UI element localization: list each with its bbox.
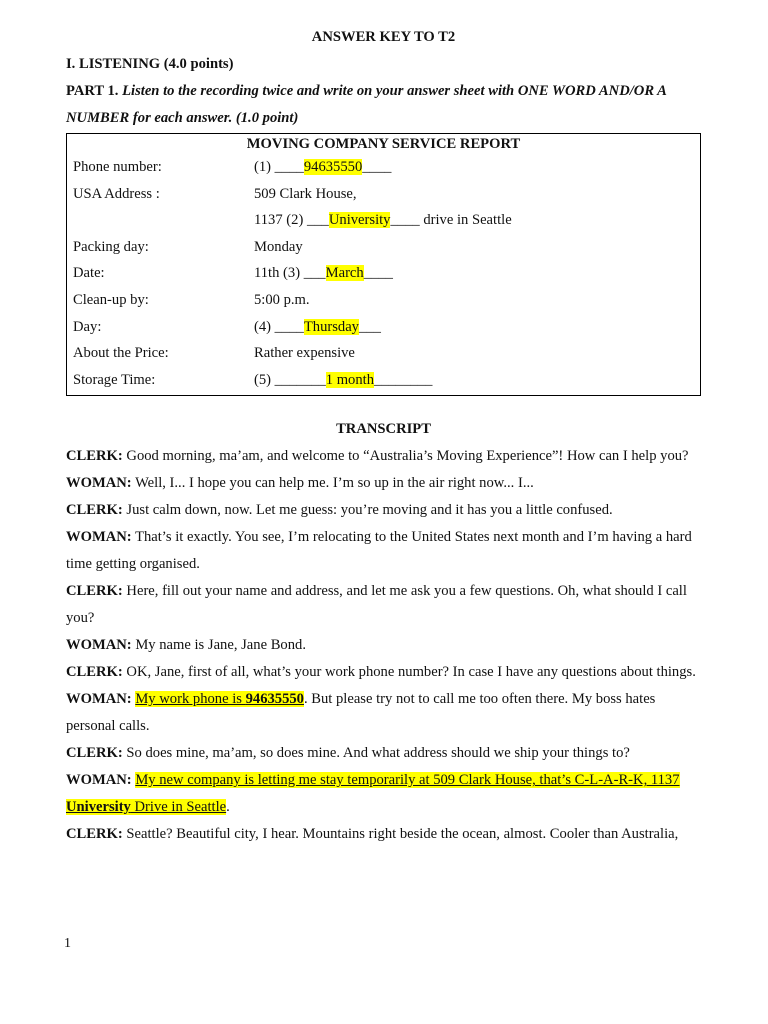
transcript-body xyxy=(66,443,701,848)
highlighted-answer-text: Drive in Seattle xyxy=(130,799,227,816)
highlighted-answer-text: My work phone is xyxy=(135,691,246,708)
report-row-value xyxy=(254,314,694,341)
document-title: ANSWER KEY TO T2 xyxy=(311,29,456,45)
report-value-prefix: (4) ____ xyxy=(254,318,304,335)
instruction-text-b: ONE WORD AND/OR A NUMBER xyxy=(66,83,667,126)
answer-highlight: Thursday xyxy=(303,318,359,335)
report-row-label: Phone number: xyxy=(73,159,162,175)
report-value-prefix: Rather expensive xyxy=(254,345,355,362)
report-value-prefix: 509 Clark House, xyxy=(254,185,357,202)
transcript-line xyxy=(66,659,701,686)
speaker-label: CLERK: xyxy=(66,502,123,519)
report-row-value xyxy=(254,287,694,314)
speaker-label: WOMAN: xyxy=(66,691,132,708)
report-row-label: USA Address : xyxy=(73,185,160,202)
report-row-label xyxy=(73,207,254,234)
report-row-label: Clean-up by: xyxy=(73,291,149,308)
report-row-value xyxy=(254,234,694,261)
report-value-suffix: ____ xyxy=(363,265,393,282)
report-value-prefix: (1) ____ xyxy=(254,159,304,175)
page-number: 1 xyxy=(64,936,71,951)
report-row-value xyxy=(254,340,694,367)
transcript-heading: TRANSCRIPT xyxy=(336,421,431,438)
speaker-label: CLERK: xyxy=(66,826,123,843)
speaker-label: CLERK: xyxy=(66,664,123,681)
report-value-prefix: 11th (3) ___ xyxy=(254,265,326,282)
transcript-line xyxy=(66,740,701,767)
transcript-text: OK, Jane, first of all, what’s your work phone number? In case I have any questions about things. xyxy=(126,664,696,681)
report-row-label: Storage Time: xyxy=(73,371,156,388)
report-rows xyxy=(73,154,694,393)
transcript-line xyxy=(66,497,701,524)
report-row xyxy=(73,154,694,181)
highlighted-answer-key: University xyxy=(66,799,131,816)
report-row xyxy=(73,207,694,234)
speaker-label: WOMAN: xyxy=(66,772,132,789)
report-value-suffix: ____ xyxy=(362,159,392,175)
highlighted-answer-text: My new company is letting me stay temporarily at 509 Clark House, that’s C-L-A-R-K, 1137 xyxy=(135,772,680,789)
section-heading: I. LISTENING (4.0 points) xyxy=(66,56,234,72)
report-value-prefix: Monday xyxy=(254,238,303,255)
transcript-line xyxy=(66,821,701,848)
speaker-label: WOMAN: xyxy=(66,529,132,546)
report-value-suffix: ____ drive in Seattle xyxy=(390,212,512,229)
report-value-prefix: (5) _______ xyxy=(254,371,326,388)
speaker-label: WOMAN: xyxy=(66,475,132,492)
speaker-label: CLERK: xyxy=(66,448,123,465)
transcript-text: Seattle? Beautiful city, I hear. Mountains right beside the ocean, almost. Cooler than Australia, xyxy=(126,826,679,843)
transcript-text: Here, fill out your name and address, and let me ask you a few questions. Oh, what should I call you? xyxy=(66,583,687,627)
transcript-text: . xyxy=(226,799,230,816)
report-value-suffix: ___ xyxy=(358,318,381,335)
report-row xyxy=(73,367,694,394)
instruction-text-a: Listen to the recording twice and write on your answer sheet with xyxy=(122,83,515,99)
report-value-prefix: 5:00 p.m. xyxy=(254,291,310,308)
transcript-text: My name is Jane, Jane Bond. xyxy=(135,637,306,654)
answer-highlight: 94635550 xyxy=(303,159,363,175)
transcript-line xyxy=(66,767,701,821)
report-row xyxy=(73,340,694,367)
report-row-value xyxy=(254,367,694,394)
answer-key-page xyxy=(66,24,701,848)
transcript-line xyxy=(66,686,701,740)
transcript-text: Well, I... I hope you can help me. I’m so up in the air right now... I... xyxy=(135,475,534,492)
report-row-value xyxy=(254,207,694,234)
transcript-line xyxy=(66,632,701,659)
report-row-label: Packing day: xyxy=(73,238,149,255)
answer-highlight: March xyxy=(325,265,364,282)
speaker-label: CLERK: xyxy=(66,583,123,600)
transcript-text: So does mine, ma’am, so does mine. And what address should we ship your things to? xyxy=(126,745,630,762)
service-report-box xyxy=(66,133,701,396)
speaker-label: WOMAN: xyxy=(66,637,132,654)
answer-highlight: 1 month xyxy=(325,371,374,388)
transcript-text: Good morning, ma’am, and welcome to “Australia’s Moving Experience”! How can I help you? xyxy=(126,448,689,465)
part-label: PART 1. xyxy=(66,83,119,99)
report-row xyxy=(73,314,694,341)
report-row-value xyxy=(254,260,694,287)
instruction-text-c: for each answer. (1.0 point) xyxy=(132,110,299,126)
transcript-text: That’s it exactly. You see, I’m relocating to the United States next month and I’m having a hard time getting organised. xyxy=(66,529,692,573)
report-row xyxy=(73,287,694,314)
report-row-label: About the Price: xyxy=(73,345,169,362)
transcript-line xyxy=(66,470,701,497)
report-value-suffix: ________ xyxy=(374,371,433,388)
report-value-prefix: 1137 (2) ___ xyxy=(254,212,329,229)
answer-highlight: University xyxy=(328,212,391,229)
highlighted-answer-key: 94635550 xyxy=(245,691,304,708)
transcript-text: Just calm down, now. Let me guess: you’re moving and it has you a little confused. xyxy=(126,502,613,519)
speaker-label: CLERK: xyxy=(66,745,123,762)
transcript-line xyxy=(66,578,701,632)
report-row-value xyxy=(254,154,694,181)
report-row-label: Date: xyxy=(73,265,105,282)
report-row xyxy=(73,234,694,261)
report-title: MOVING COMPANY SERVICE REPORT xyxy=(246,136,521,152)
report-row-value xyxy=(254,181,694,208)
report-row xyxy=(73,181,694,208)
part-instructions xyxy=(66,78,701,132)
report-row xyxy=(73,260,694,287)
transcript-line xyxy=(66,443,701,470)
report-row-label: Day: xyxy=(73,318,102,335)
transcript-line xyxy=(66,524,701,578)
transcript-text: . But please try not to call me too often there. My boss hates personal calls. xyxy=(66,691,656,735)
